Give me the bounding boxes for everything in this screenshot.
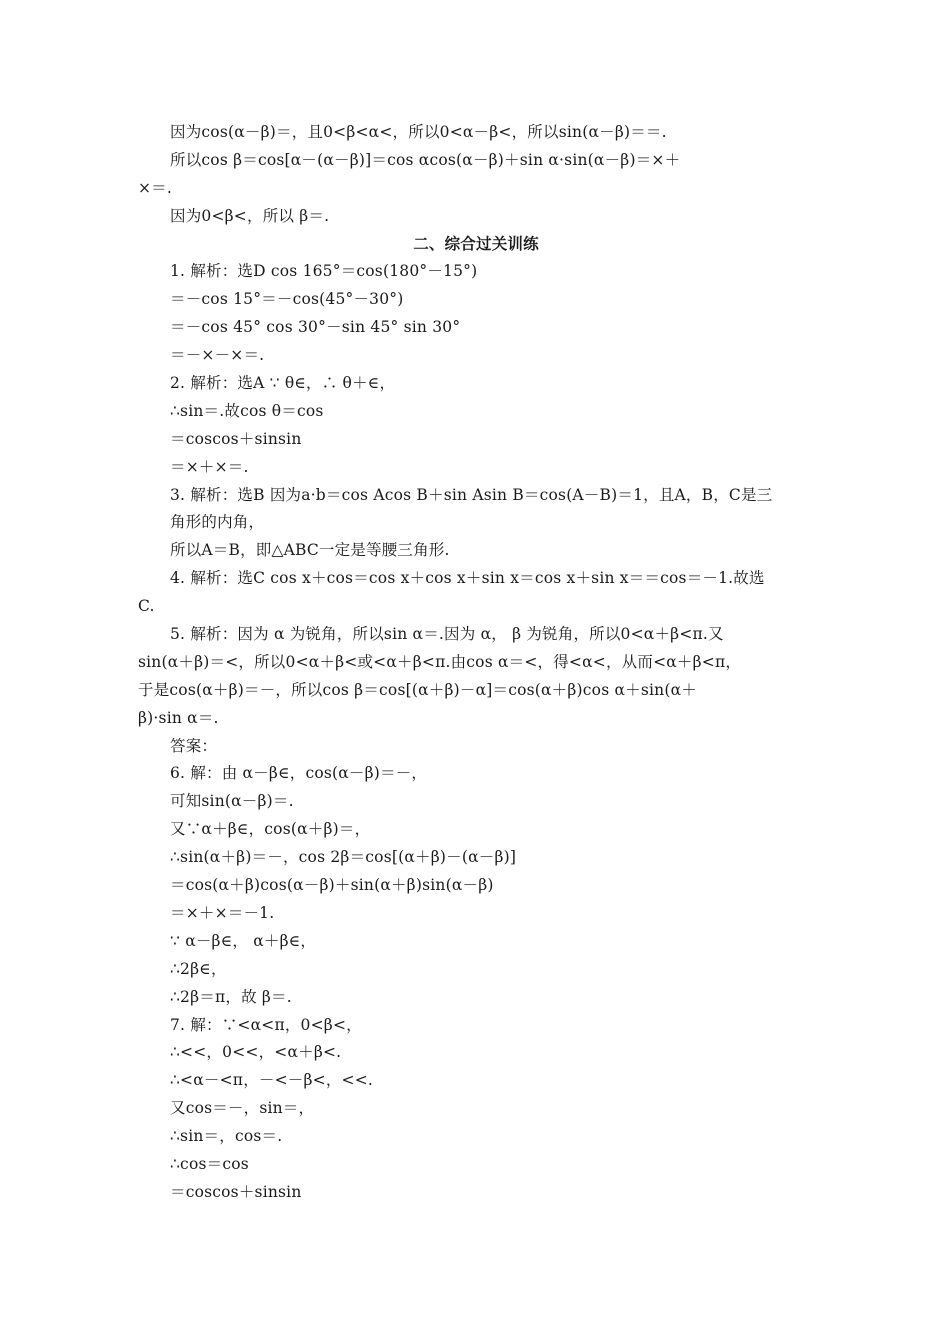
text-line: ＝－×－×＝.	[170, 346, 265, 365]
text-line: 角形的内角，	[170, 513, 265, 532]
section-heading: 二、综合过关训练	[413, 234, 539, 253]
text-line: ＝－cos 15°＝－cos(45°－30°)	[170, 290, 404, 309]
text-line: 所以cos β＝cos[α－(α－β)]＝cos αcos(α－β)＋sin α·sin(α－β)＝×＋	[170, 150, 681, 169]
text-line: ＝coscos＋sinsin	[170, 429, 302, 448]
text-line: 7. 解：∵<α<π，0<β<，	[170, 1015, 362, 1034]
text-line: β)·sin α＝.	[138, 708, 219, 727]
text-line: ∴2β∈，	[170, 959, 227, 978]
text-line: ∴2β＝π，故 β＝.	[170, 987, 292, 1006]
text-line: 因为cos(α－β)＝，且0<β<α<，所以0<α－β<，所以sin(α－β)＝＝.	[170, 123, 667, 141]
text-line: 又cos＝－，sin＝，	[170, 1099, 315, 1118]
document-body	[138, 119, 814, 1207]
text-line: ∴<α－<π，－<－β<，<<.	[170, 1071, 374, 1090]
text-line: ∴<<，0<<，<α＋β<.	[170, 1043, 342, 1062]
text-line: ＝coscos＋sinsin	[170, 1182, 302, 1201]
text-line: 6. 解：由 α－β∈，cos(α－β)＝－，	[170, 764, 428, 783]
text-line: ∴cos＝cos	[170, 1154, 249, 1173]
text-line: ∴sin(α＋β)＝－，cos 2β＝cos[(α＋β)－(α－β)]	[170, 848, 517, 867]
text-line: 5. 解析：因为 α 为锐角，所以sin α＝.因为 α， β 为锐角，所以0<α＋β<π.又	[170, 625, 724, 644]
text-line: ＝－cos 45° cos 30°－sin 45° sin 30°	[170, 318, 461, 337]
text-line: 答案：	[170, 736, 218, 755]
text-line: ＝×＋×＝－1.	[170, 903, 275, 922]
text-line: ∵ α－β∈， α＋β∈，	[170, 931, 317, 950]
text-line: 所以A＝B，即△ABC一定是等腰三角形.	[170, 541, 450, 560]
text-line: ∴sin＝.故cos θ＝cos	[170, 401, 324, 420]
text-line: 可知sin(α－β)＝.	[170, 792, 294, 811]
text-line: C.	[138, 597, 155, 616]
text-line: 3. 解析：选B 因为a·b＝cos Acos B＋sin Asin B＝cos(A－B)＝1，且A，B，C是三	[170, 485, 773, 504]
text-line: ＝×＋×＝.	[170, 457, 249, 476]
text-line: 于是cos(α＋β)＝－，所以cos β＝cos[(α＋β)－α]＝cos(α＋β)cos α＋sin(α＋	[138, 680, 697, 699]
text-line: 4. 解析：选C cos x＋cos＝cos x＋cos x＋sin x＝cos x＋sin x＝＝cos＝－1.故选	[170, 569, 765, 588]
text-line: ∴sin＝，cos＝.	[170, 1127, 283, 1146]
text-line: 又∵α＋β∈，cos(α＋β)＝，	[170, 820, 371, 839]
text-line: ＝cos(α＋β)cos(α－β)＋sin(α＋β)sin(α－β)	[170, 876, 494, 895]
text-line: 因为0<β<，所以 β＝.	[170, 206, 330, 225]
text-line: ×＝.	[138, 178, 173, 197]
text-line: sin(α＋β)＝<，所以0<α＋β<或<α＋β<π.由cos α＝<，得<α<，从而<α＋β<π，	[138, 652, 742, 671]
text-line: 2. 解析：选A ∵ θ∈，∴ θ＋∈，	[170, 374, 396, 393]
text-line: 1. 解析：选D cos 165°＝cos(180°－15°)	[170, 262, 478, 281]
